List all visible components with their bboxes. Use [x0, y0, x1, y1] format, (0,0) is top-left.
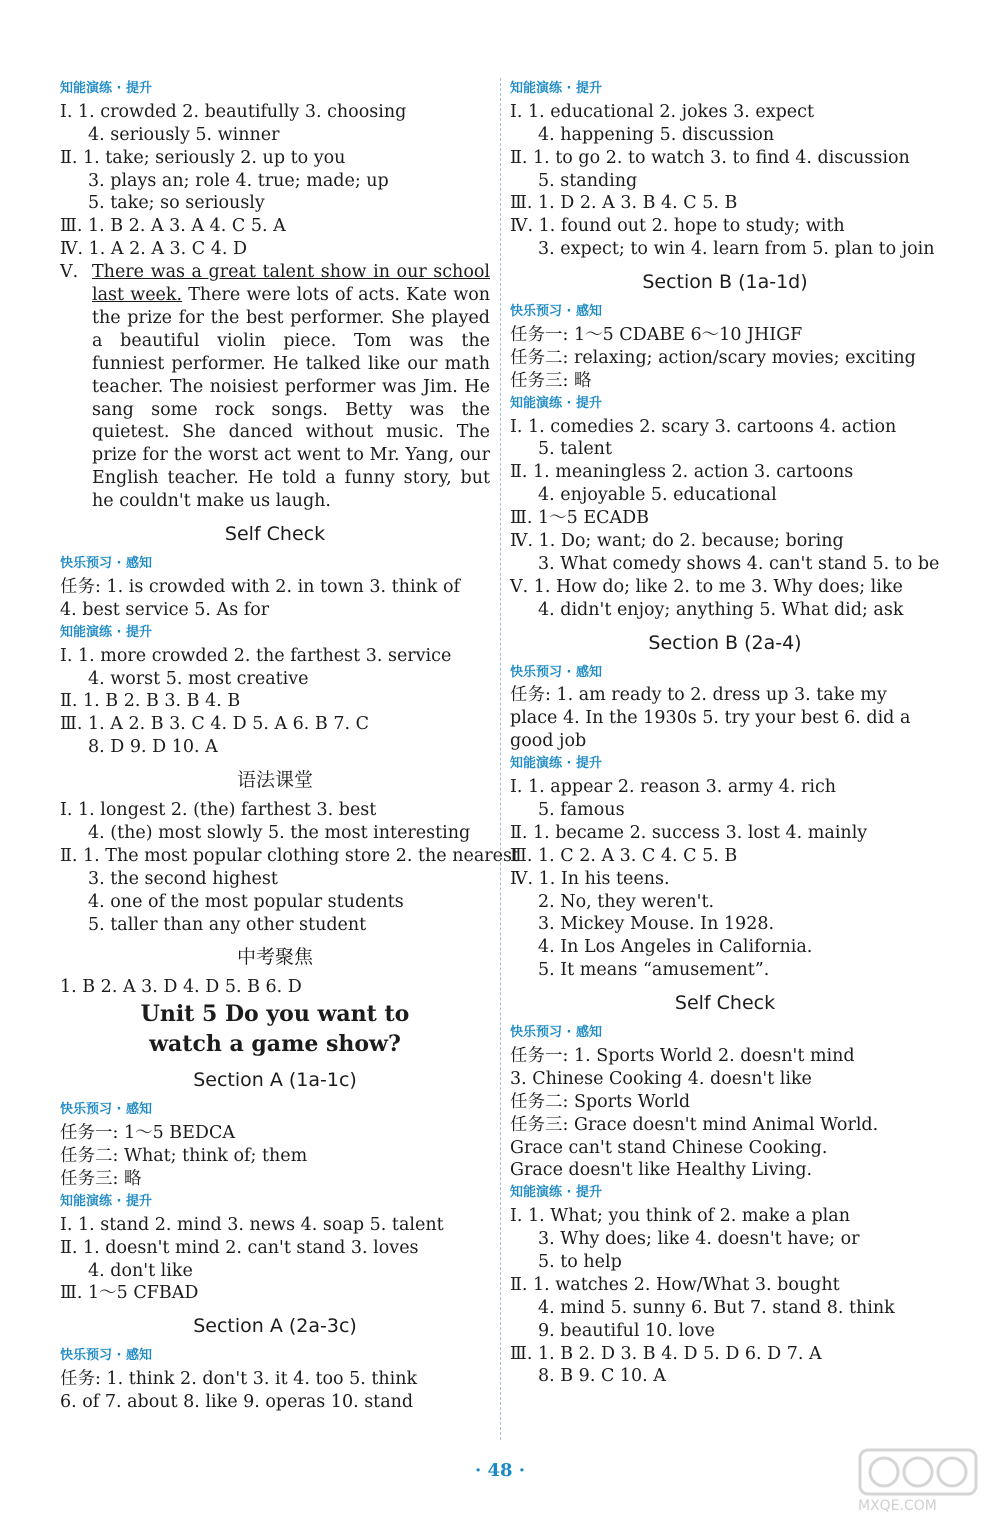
- answer-line: 任务: 1. am ready to 2. dress up 3. take my: [510, 685, 887, 706]
- item-number: Ⅴ.: [60, 262, 79, 283]
- subsection-label: 快乐预习 · 感知: [510, 1025, 602, 1041]
- answer-line: Ⅲ. 1～5 ECADB: [510, 508, 650, 529]
- answer-line: 任务三: 略: [510, 370, 592, 391]
- subsection-label: 知能演练 · 提升: [510, 1185, 602, 1201]
- section-heading: Section B (2a-4): [648, 631, 802, 654]
- answer-line: Ⅱ. 1. watches 2. How/What 3. bought: [510, 1274, 840, 1295]
- answer-line: Ⅲ. 1～5 CFBAD: [60, 1283, 199, 1304]
- answer-line: 4. don't like: [88, 1260, 193, 1281]
- paragraph-text: There were lots of acts. Kate won the prize for the best performer. She played a beautiful violin piece. Tom was the funniest performer. He talked like our math teacher. The noisiest performer was Jim. He sang some rock songs. Betty was the quietest. She danced without music. The prize for the worst act went to Mr. Yang, our English teacher. He told a funny story, but he couldn't make us laugh.: [92, 285, 490, 512]
- answer-line: 4. enjoyable 5. educational: [538, 485, 777, 506]
- writing-answer: [60, 261, 490, 513]
- answer-line: 任务二: What; think of; them: [60, 1146, 308, 1167]
- answer-line: Ⅳ. 1. Do; want; do 2. because; boring: [510, 531, 844, 552]
- answer-line: good job: [510, 731, 587, 752]
- answer-line: Ⅴ. 1. How do; like 2. to me 3. Why does; like: [510, 576, 903, 597]
- answer-line: 6. of 7. about 8. like 9. operas 10. stand: [60, 1392, 414, 1413]
- answer-line: Ⅱ. 1. B 2. B 3. B 4. B: [60, 691, 241, 712]
- section-heading: 中考聚焦: [236, 946, 313, 969]
- answer-line: 4. (the) most slowly 5. the most interesting: [88, 823, 471, 843]
- answer-line: 8. D 9. D 10. A: [88, 737, 218, 758]
- unit-title: watch a game show?: [149, 1031, 401, 1058]
- column-divider: [500, 78, 501, 1440]
- right-column: [510, 78, 940, 1388]
- answer-line: 任务三: Grace doesn't mind Animal World.: [510, 1114, 879, 1135]
- answer-line: Ⅳ. 1. In his teens.: [510, 868, 670, 889]
- answer-line: 5. famous: [538, 799, 625, 820]
- answer-line: 3. plays an; role 4. true; made; up: [88, 170, 389, 191]
- answer-line: Ⅲ. 1. B 2. A 3. A 4. C 5. A: [60, 216, 286, 237]
- watermark-text: MXQE.COM: [858, 1498, 937, 1514]
- underlined-sentence: There was a great talent show in our school last week.: [92, 262, 490, 306]
- answer-line: place 4. In the 1930s 5. try your best 6. did a: [510, 708, 911, 729]
- answer-line: 4. worst 5. most creative: [88, 668, 309, 689]
- subsection-label: 快乐预习 · 感知: [60, 1102, 152, 1118]
- answer-stamp-icon: [858, 1446, 978, 1498]
- answer-line: 3. Why does; like 4. doesn't have; or: [538, 1229, 860, 1250]
- answer-line: Ⅰ. 1. more crowded 2. the farthest 3. service: [60, 645, 452, 666]
- answer-line: 任务一: 1～5 CDABE 6～10 JHIGF: [510, 325, 803, 346]
- subsection-label: 快乐预习 · 感知: [510, 304, 602, 320]
- answer-line: 3. expect; to win 4. learn from 5. plan to join: [538, 239, 935, 260]
- left-column: [60, 78, 519, 1414]
- section-heading: Section B (1a-1d): [642, 271, 808, 294]
- answer-line: 4. happening 5. discussion: [538, 124, 775, 145]
- answer-line: 5. standing: [538, 170, 638, 191]
- answer-line: 4. didn't enjoy; anything 5. What did; ask: [538, 599, 904, 620]
- answer-line: 4. In Los Angeles in California.: [538, 937, 813, 958]
- answer-line: 5. It means “amusement”.: [538, 960, 770, 981]
- answer-line: 5. taller than any other student: [88, 914, 367, 935]
- answer-line: Ⅰ. 1. longest 2. (the) farthest 3. best: [60, 800, 377, 821]
- answer-line: 2. No, they weren't.: [538, 891, 715, 912]
- answer-line: 3. Mickey Mouse. In 1928.: [538, 914, 775, 935]
- answer-line: Grace can't stand Chinese Cooking.: [510, 1137, 828, 1158]
- subsection-label: 知能演练 · 提升: [60, 1193, 152, 1209]
- section-heading: Section A (2a-3c): [193, 1315, 357, 1338]
- answer-line: 3. What comedy shows 4. can't stand 5. to be: [538, 553, 940, 574]
- answer-line: Ⅲ. 1. A 2. B 3. C 4. D 5. A 6. B 7. C: [60, 714, 370, 735]
- answer-line: 4. mind 5. sunny 6. But 7. stand 8. think: [538, 1297, 895, 1318]
- answer-line: Ⅰ. 1. stand 2. mind 3. news 4. soap 5. talent: [60, 1214, 444, 1235]
- answer-line: 3. the second highest: [88, 868, 278, 889]
- answer-line: 4. one of the most popular students: [88, 891, 404, 912]
- answer-line: 3. Chinese Cooking 4. doesn't like: [510, 1068, 812, 1089]
- answer-line: Grace doesn't like Healthy Living.: [510, 1160, 813, 1181]
- section-heading: Self Check: [674, 992, 776, 1015]
- answer-line: 8. B 9. C 10. A: [538, 1366, 666, 1387]
- answer-line: 任务二: relaxing; action/scary movies; exciting: [510, 347, 916, 368]
- answer-line: Ⅰ. 1. educational 2. jokes 3. expect: [510, 101, 814, 122]
- subsection-label: 知能演练 · 提升: [60, 624, 152, 640]
- answer-line: 5. to help: [538, 1251, 622, 1272]
- answer-line: 任务: 1. think 2. don't 3. it 4. too 5. think: [60, 1369, 418, 1390]
- answer-line: 4. seriously 5. winner: [88, 124, 280, 145]
- subsection-label: 快乐预习 · 感知: [60, 1348, 152, 1364]
- subsection-label: 快乐预习 · 感知: [510, 664, 602, 680]
- answer-line: Ⅳ. 1. A 2. A 3. C 4. D: [60, 239, 248, 260]
- answer-line: 任务三: 略: [60, 1169, 142, 1190]
- answer-line: Ⅱ. 1. meaningless 2. action 3. cartoons: [510, 462, 854, 483]
- subsection-label: 知能演练 · 提升: [510, 81, 602, 96]
- subsection-label: 知能演练 · 提升: [510, 756, 602, 772]
- page-number: · 48 ·: [474, 1460, 526, 1481]
- answer-line: 5. talent: [538, 439, 612, 460]
- answer-line: 9. beautiful 10. love: [538, 1320, 715, 1341]
- answer-line: 任务: 1. is crowded with 2. in town 3. think of: [60, 576, 460, 597]
- answer-line: 任务一: 1. Sports World 2. doesn't mind: [510, 1045, 855, 1066]
- answer-line: Ⅰ. 1. comedies 2. scary 3. cartoons 4. action: [510, 416, 897, 437]
- answer-line: Ⅱ. 1. doesn't mind 2. can't stand 3. loves: [60, 1237, 419, 1258]
- answer-line: 任务二: Sports World: [510, 1091, 691, 1112]
- answer-line: Ⅰ. 1. crowded 2. beautifully 3. choosing: [60, 101, 407, 122]
- subsection-label: 知能演练 · 提升: [510, 395, 602, 411]
- answer-line: Ⅱ. 1. to go 2. to watch 3. to find 4. discussion: [510, 147, 910, 168]
- watermark-logo: [858, 1446, 978, 1516]
- answer-line: 1. B 2. A 3. D 4. D 5. B 6. D: [60, 977, 302, 998]
- unit-title: Unit 5 Do you want to: [140, 1001, 410, 1028]
- answer-line: Ⅲ. 1. C 2. A 3. C 4. C 5. B: [510, 845, 738, 866]
- section-heading: 语法课堂: [236, 769, 313, 792]
- subsection-label: 快乐预习 · 感知: [60, 556, 152, 572]
- answer-line: Ⅱ. 1. The most popular clothing store 2. the nearest: [60, 845, 519, 866]
- answer-line: Ⅰ. 1. appear 2. reason 3. army 4. rich: [510, 777, 837, 798]
- answer-line: Ⅲ. 1. B 2. D 3. B 4. D 5. D 6. D 7. A: [510, 1343, 822, 1364]
- section-heading: Self Check: [224, 523, 326, 546]
- answer-line: 5. take; so seriously: [88, 193, 265, 214]
- subsection-label: 知能演练 · 提升: [60, 81, 152, 96]
- answer-line: 4. best service 5. As for: [60, 599, 270, 620]
- answer-line: Ⅳ. 1. found out 2. hope to study; with: [510, 216, 845, 237]
- answer-line: Ⅱ. 1. became 2. success 3. lost 4. mainly: [510, 822, 868, 843]
- answer-line: 任务一: 1～5 BEDCA: [60, 1123, 235, 1144]
- answer-line: Ⅰ. 1. What; you think of 2. make a plan: [510, 1206, 850, 1227]
- section-heading: Section A (1a-1c): [193, 1069, 357, 1092]
- answer-line: Ⅲ. 1. D 2. A 3. B 4. C 5. B: [510, 193, 738, 214]
- answer-line: Ⅱ. 1. take; seriously 2. up to you: [60, 147, 346, 168]
